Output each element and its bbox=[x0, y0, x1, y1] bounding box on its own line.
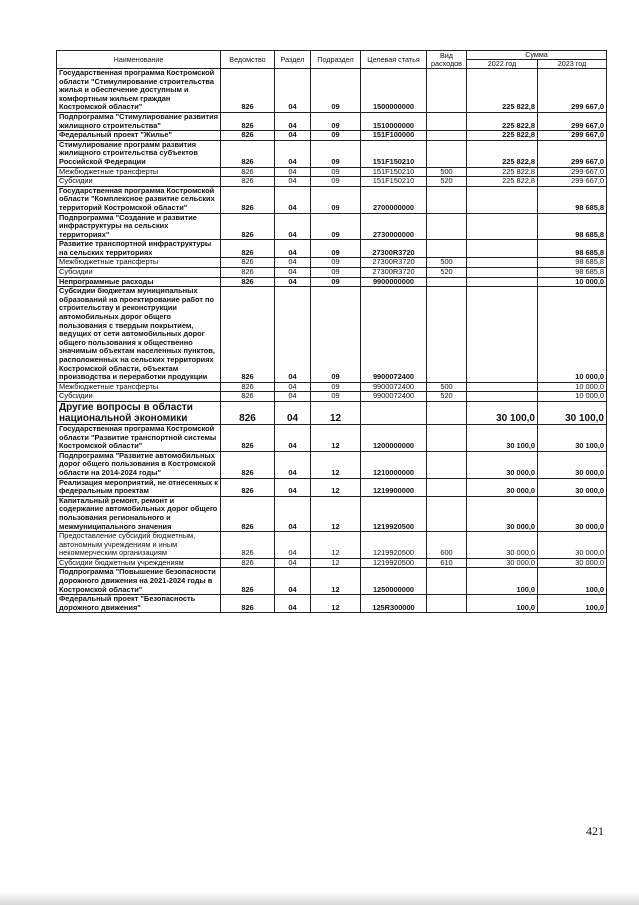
cell-section: 04 bbox=[275, 401, 311, 424]
cell-amount-2022: 225 822,8 bbox=[467, 140, 538, 167]
cell-department: 826 bbox=[221, 240, 275, 258]
cell-target: 1210000000 bbox=[361, 451, 427, 478]
cell-name: Реализация мероприятий, не отнесенных к федеральным проектам bbox=[57, 478, 221, 496]
page-number: 421 bbox=[586, 824, 604, 838]
cell-subsection: 09 bbox=[311, 258, 361, 268]
header-section: Раздел bbox=[275, 51, 311, 69]
table-row bbox=[57, 112, 607, 130]
cell-name: Подпрограмма "Стимулирование развития жилищного строительства" bbox=[57, 112, 221, 130]
cell-amount-2022 bbox=[467, 277, 538, 287]
cell-target: 1219920500 bbox=[361, 496, 427, 531]
cell-target: 27300R3720 bbox=[361, 240, 427, 258]
cell-expense-type bbox=[427, 186, 467, 213]
table-row bbox=[57, 595, 607, 613]
cell-amount-2023: 299 667,0 bbox=[538, 177, 607, 187]
cell-amount-2022: 225 822,8 bbox=[467, 131, 538, 141]
cell-department: 826 bbox=[221, 451, 275, 478]
cell-subsection: 09 bbox=[311, 268, 361, 278]
cell-department: 826 bbox=[221, 401, 275, 424]
cell-amount-2022: 225 822,8 bbox=[467, 69, 538, 113]
cell-department: 826 bbox=[221, 478, 275, 496]
header-expense-type: Вид расходов bbox=[427, 51, 467, 69]
cell-subsection: 12 bbox=[311, 401, 361, 424]
cell-amount-2023: 30 100,0 bbox=[538, 401, 607, 424]
cell-amount-2022: 225 822,8 bbox=[467, 167, 538, 177]
cell-expense-type: 610 bbox=[427, 558, 467, 568]
cell-amount-2023: 299 667,0 bbox=[538, 131, 607, 141]
cell-subsection: 09 bbox=[311, 131, 361, 141]
header-year-2023: 2023 год bbox=[538, 60, 607, 69]
cell-name: Субсидии bbox=[57, 177, 221, 187]
cell-name: Государственная программа Костромской области "Развитие транспортной системы Костромской области" bbox=[57, 424, 221, 451]
cell-name: Государственная программа Костромской области "Комплексное развитие сельских территорий Костромской области" bbox=[57, 186, 221, 213]
cell-subsection: 12 bbox=[311, 496, 361, 531]
cell-amount-2022: 30 000,0 bbox=[467, 451, 538, 478]
cell-section: 04 bbox=[275, 595, 311, 613]
cell-department: 826 bbox=[221, 496, 275, 531]
cell-amount-2023: 299 667,0 bbox=[538, 69, 607, 113]
table-row bbox=[57, 424, 607, 451]
cell-target: 1219900000 bbox=[361, 478, 427, 496]
cell-expense-type bbox=[427, 140, 467, 167]
cell-expense-type bbox=[427, 496, 467, 531]
cell-amount-2022 bbox=[467, 287, 538, 383]
table-row bbox=[57, 401, 607, 424]
cell-subsection: 09 bbox=[311, 112, 361, 130]
cell-amount-2023: 299 667,0 bbox=[538, 112, 607, 130]
cell-amount-2023: 299 667,0 bbox=[538, 140, 607, 167]
header-target: Целевая статья bbox=[361, 51, 427, 69]
cell-expense-type bbox=[427, 213, 467, 240]
cell-name: Межбюджетные трансферты bbox=[57, 382, 221, 392]
cell-section: 04 bbox=[275, 478, 311, 496]
cell-name: Подпрограмма "Создание и развитие инфраструктуры на сельских территориях" bbox=[57, 213, 221, 240]
table-row bbox=[57, 186, 607, 213]
cell-target: 125R300000 bbox=[361, 595, 427, 613]
cell-subsection: 12 bbox=[311, 532, 361, 559]
cell-amount-2023: 98 685,8 bbox=[538, 213, 607, 240]
cell-name: Межбюджетные трансферты bbox=[57, 258, 221, 268]
cell-subsection: 12 bbox=[311, 595, 361, 613]
cell-amount-2023: 10 000,0 bbox=[538, 277, 607, 287]
cell-amount-2022: 30 000,0 bbox=[467, 558, 538, 568]
cell-department: 826 bbox=[221, 382, 275, 392]
cell-section: 04 bbox=[275, 532, 311, 559]
cell-department: 826 bbox=[221, 568, 275, 595]
cell-department: 826 bbox=[221, 131, 275, 141]
cell-expense-type bbox=[427, 424, 467, 451]
cell-name: Развитие транспортной инфраструктуры на сельских территориях bbox=[57, 240, 221, 258]
cell-subsection: 12 bbox=[311, 451, 361, 478]
cell-target: 9900072400 bbox=[361, 392, 427, 402]
cell-section: 04 bbox=[275, 392, 311, 402]
cell-name: Стимулирование программ развития жилищного строительства субъектов Российской Федерации bbox=[57, 140, 221, 167]
cell-department: 826 bbox=[221, 532, 275, 559]
cell-target: 2730000000 bbox=[361, 213, 427, 240]
cell-department: 826 bbox=[221, 268, 275, 278]
table-row bbox=[57, 451, 607, 478]
cell-department: 826 bbox=[221, 69, 275, 113]
table-row bbox=[57, 268, 607, 278]
table-row bbox=[57, 287, 607, 383]
cell-section: 04 bbox=[275, 167, 311, 177]
cell-amount-2023: 98 685,8 bbox=[538, 186, 607, 213]
cell-amount-2022 bbox=[467, 186, 538, 213]
cell-department: 826 bbox=[221, 287, 275, 383]
cell-name: Другие вопросы в области национальной экономики bbox=[57, 401, 221, 424]
cell-amount-2023: 10 000,0 bbox=[538, 382, 607, 392]
cell-department: 826 bbox=[221, 258, 275, 268]
cell-subsection: 09 bbox=[311, 287, 361, 383]
cell-department: 826 bbox=[221, 186, 275, 213]
cell-department: 826 bbox=[221, 167, 275, 177]
cell-section: 04 bbox=[275, 240, 311, 258]
cell-target: 1510000000 bbox=[361, 112, 427, 130]
cell-section: 04 bbox=[275, 268, 311, 278]
cell-department: 826 bbox=[221, 424, 275, 451]
cell-subsection: 12 bbox=[311, 424, 361, 451]
table-row bbox=[57, 177, 607, 187]
cell-target: 1500000000 bbox=[361, 69, 427, 113]
cell-expense-type bbox=[427, 595, 467, 613]
cell-subsection: 09 bbox=[311, 213, 361, 240]
cell-target: 9900072400 bbox=[361, 382, 427, 392]
cell-amount-2023: 98 685,8 bbox=[538, 268, 607, 278]
header-department: Ведомство bbox=[221, 51, 275, 69]
cell-target: 151F150210 bbox=[361, 140, 427, 167]
table-row bbox=[57, 392, 607, 402]
cell-expense-type bbox=[427, 131, 467, 141]
table-row bbox=[57, 532, 607, 559]
cell-name: Субсидии бюджетным учреждениям bbox=[57, 558, 221, 568]
table-row bbox=[57, 496, 607, 531]
header-subsection: Подраздел bbox=[311, 51, 361, 69]
cell-name: Субсидии bbox=[57, 392, 221, 402]
cell-expense-type bbox=[427, 478, 467, 496]
table-row bbox=[57, 213, 607, 240]
cell-department: 826 bbox=[221, 277, 275, 287]
table-row bbox=[57, 140, 607, 167]
cell-amount-2023: 100,0 bbox=[538, 595, 607, 613]
cell-department: 826 bbox=[221, 392, 275, 402]
budget-table bbox=[56, 50, 607, 613]
cell-amount-2023: 30 100,0 bbox=[538, 424, 607, 451]
cell-name: Субсидии bbox=[57, 268, 221, 278]
cell-subsection: 09 bbox=[311, 177, 361, 187]
table-row bbox=[57, 478, 607, 496]
cell-section: 04 bbox=[275, 112, 311, 130]
cell-expense-type bbox=[427, 69, 467, 113]
cell-target: 151F150210 bbox=[361, 177, 427, 187]
cell-amount-2023: 10 000,0 bbox=[538, 392, 607, 402]
cell-target: 2700000000 bbox=[361, 186, 427, 213]
cell-amount-2022 bbox=[467, 268, 538, 278]
cell-section: 04 bbox=[275, 568, 311, 595]
cell-expense-type: 520 bbox=[427, 177, 467, 187]
cell-amount-2022: 100,0 bbox=[467, 595, 538, 613]
cell-department: 826 bbox=[221, 595, 275, 613]
cell-section: 04 bbox=[275, 558, 311, 568]
cell-amount-2023: 30 000,0 bbox=[538, 532, 607, 559]
cell-expense-type: 600 bbox=[427, 532, 467, 559]
header-year-2022: 2022 год bbox=[467, 60, 538, 69]
cell-name: Федеральный проект "Жилье" bbox=[57, 131, 221, 141]
cell-name: Непрограммные расходы bbox=[57, 277, 221, 287]
cell-target: 1250000000 bbox=[361, 568, 427, 595]
cell-expense-type bbox=[427, 287, 467, 383]
cell-section: 04 bbox=[275, 186, 311, 213]
cell-amount-2022 bbox=[467, 392, 538, 402]
cell-name: Государственная программа Костромской области "Стимулирование строительства жилья и обеспечение доступным и комфортным жильем граждан Костромской области" bbox=[57, 69, 221, 113]
cell-amount-2022 bbox=[467, 240, 538, 258]
cell-amount-2023: 30 000,0 bbox=[538, 478, 607, 496]
cell-amount-2022: 100,0 bbox=[467, 568, 538, 595]
cell-expense-type bbox=[427, 277, 467, 287]
cell-expense-type: 500 bbox=[427, 382, 467, 392]
cell-target: 151F150210 bbox=[361, 167, 427, 177]
cell-section: 04 bbox=[275, 213, 311, 240]
cell-section: 04 bbox=[275, 451, 311, 478]
cell-section: 04 bbox=[275, 277, 311, 287]
cell-expense-type: 500 bbox=[427, 167, 467, 177]
cell-target: 1219920500 bbox=[361, 558, 427, 568]
cell-amount-2022: 30 100,0 bbox=[467, 401, 538, 424]
cell-section: 04 bbox=[275, 140, 311, 167]
cell-subsection: 09 bbox=[311, 140, 361, 167]
cell-section: 04 bbox=[275, 382, 311, 392]
cell-subsection: 09 bbox=[311, 240, 361, 258]
cell-department: 826 bbox=[221, 213, 275, 240]
cell-amount-2023: 30 000,0 bbox=[538, 496, 607, 531]
cell-department: 826 bbox=[221, 177, 275, 187]
cell-name: Предоставление субсидий бюджетным, автономным учреждениям и иным некоммерческим организациям bbox=[57, 532, 221, 559]
cell-department: 826 bbox=[221, 140, 275, 167]
cell-section: 04 bbox=[275, 287, 311, 383]
cell-amount-2022: 225 822,8 bbox=[467, 177, 538, 187]
cell-amount-2023: 98 685,8 bbox=[538, 258, 607, 268]
cell-target: 9900072400 bbox=[361, 287, 427, 383]
cell-name: Межбюджетные трансферты bbox=[57, 167, 221, 177]
cell-subsection: 09 bbox=[311, 69, 361, 113]
cell-section: 04 bbox=[275, 131, 311, 141]
cell-department: 826 bbox=[221, 558, 275, 568]
cell-target: 1200000000 bbox=[361, 424, 427, 451]
cell-amount-2023: 299 667,0 bbox=[538, 167, 607, 177]
cell-amount-2023: 30 000,0 bbox=[538, 558, 607, 568]
cell-subsection: 09 bbox=[311, 186, 361, 213]
cell-subsection: 09 bbox=[311, 392, 361, 402]
cell-name: Федеральный проект "Безопасность дорожного движения" bbox=[57, 595, 221, 613]
cell-name: Подпрограмма "Развитие автомобильных дорог общего пользования в Костромской области на 2014-2024 годы" bbox=[57, 451, 221, 478]
cell-amount-2022: 30 000,0 bbox=[467, 532, 538, 559]
cell-amount-2022 bbox=[467, 258, 538, 268]
cell-amount-2022: 30 100,0 bbox=[467, 424, 538, 451]
cell-name: Капитальный ремонт, ремонт и содержание автомобильных дорог общего пользования регионального и межмуниципального значения bbox=[57, 496, 221, 531]
cell-expense-type bbox=[427, 112, 467, 130]
cell-expense-type bbox=[427, 240, 467, 258]
cell-amount-2023: 98 685,8 bbox=[538, 240, 607, 258]
cell-target: 151F100000 bbox=[361, 131, 427, 141]
cell-subsection: 09 bbox=[311, 167, 361, 177]
table-header-row bbox=[57, 51, 607, 60]
header-name: Наименование bbox=[57, 51, 221, 69]
table-body bbox=[57, 69, 607, 613]
cell-amount-2022: 30 000,0 bbox=[467, 478, 538, 496]
cell-section: 04 bbox=[275, 424, 311, 451]
cell-amount-2022 bbox=[467, 213, 538, 240]
cell-subsection: 12 bbox=[311, 568, 361, 595]
cell-subsection: 12 bbox=[311, 478, 361, 496]
cell-section: 04 bbox=[275, 177, 311, 187]
cell-section: 04 bbox=[275, 69, 311, 113]
cell-subsection: 09 bbox=[311, 277, 361, 287]
cell-amount-2022: 225 822,8 bbox=[467, 112, 538, 130]
cell-amount-2023: 100,0 bbox=[538, 568, 607, 595]
cell-expense-type: 520 bbox=[427, 392, 467, 402]
cell-subsection: 12 bbox=[311, 558, 361, 568]
table-row bbox=[57, 568, 607, 595]
cell-target: 27300R3720 bbox=[361, 268, 427, 278]
cell-amount-2022 bbox=[467, 382, 538, 392]
cell-target: 9900000000 bbox=[361, 277, 427, 287]
cell-target: 1219920500 bbox=[361, 532, 427, 559]
cell-department: 826 bbox=[221, 112, 275, 130]
cell-expense-type: 520 bbox=[427, 268, 467, 278]
table-row bbox=[57, 240, 607, 258]
cell-amount-2022: 30 000,0 bbox=[467, 496, 538, 531]
cell-expense-type bbox=[427, 568, 467, 595]
cell-name: Субсидии бюджетам муниципальных образований на проектирование работ по строительству и реконструкции автомобильных дорог общего пользования с твердым покрытием, ведущих от сети автомобильных дорог общего пользования к общественно значимым объектам населенных пунктов, расположенных на сельских территориях Костромской области, объектам производства и переработки продукции bbox=[57, 287, 221, 383]
cell-section: 04 bbox=[275, 258, 311, 268]
table-row bbox=[57, 69, 607, 113]
scan-edge bbox=[0, 891, 639, 905]
cell-expense-type: 500 bbox=[427, 258, 467, 268]
table-row bbox=[57, 131, 607, 141]
cell-subsection: 09 bbox=[311, 382, 361, 392]
cell-name: Подпрограмма "Повышение безопасности дорожного движения на 2021-2024 годы в Костромской области" bbox=[57, 568, 221, 595]
cell-target bbox=[361, 401, 427, 424]
cell-amount-2023: 30 000,0 bbox=[538, 451, 607, 478]
cell-amount-2023: 10 000,0 bbox=[538, 287, 607, 383]
cell-section: 04 bbox=[275, 496, 311, 531]
cell-target: 27300R3720 bbox=[361, 258, 427, 268]
header-amount: Сумма bbox=[467, 51, 607, 60]
cell-expense-type bbox=[427, 401, 467, 424]
cell-expense-type bbox=[427, 451, 467, 478]
